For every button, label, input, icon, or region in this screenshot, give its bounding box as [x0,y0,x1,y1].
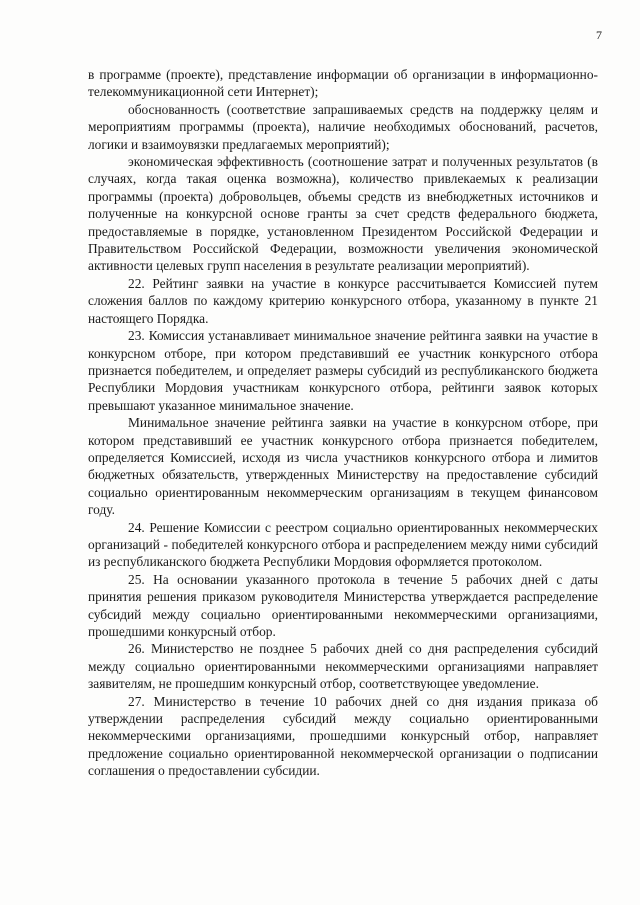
paragraph-minimum-rating: Минимальное значение рейтинга заявки на участие в конкурсном отборе, при котором представивший ее участник конкурсного отбора признается победителем, определяется Комиссией, исходя из числа участников конкурсного отбора и лимитов бюджетных обязательств, утвержденных Министерству на предоставление субсидий социально ориентированным некоммерческим организациям в текущем финансовом году. [88,415,598,518]
paragraph-economic-efficiency: экономическая эффективность (соотношение затрат и полученных результатов (в случаях, когда такая оценка возможна), количество привлекаемых к реализации программы (проекта) добровольцев, объемы средств из внебюджетных источников и полученные на конкурсной основе гранты за счет средств федерального бюджета, предоставляемые в порядке, установленном Президентом Российской Федерации и Правительством Российской Федерации, возможности увеличения экономической активности целевых групп населения в результате реализации мероприятий). [88,154,598,274]
paragraph-justification: обоснованность (соответствие запрашиваемых средств на поддержку целям и мероприятиям программы (проекта), наличие необходимых обоснований, расчетов, логики и взаимоувязки предлагаемых мероприятий); [88,101,598,152]
paragraph-item-25: 25. На основании указанного протокола в течение 5 рабочих дней с даты принятия решения приказом руководителя Министерства утверждается распределение субсидий между социально ориентированными некоммерческими организациями, прошедшими конкурсный отбор. [88,571,598,639]
document-body [88,66,598,780]
paragraph-item-24: 24. Решение Комиссии с реестром социально ориентированных некоммерческих организаций - победителей конкурсного отбора и распределением между ними субсидий из республиканского бюджета Республики Мордовия оформляется протоколом. [88,519,598,570]
paragraph-program-info: в программе (проекте), представление информации об организации в информационно-телекоммуникационной сети Интернет); [88,67,598,100]
page-number: 7 [596,28,602,42]
paragraph-item-26: 26. Министерство не позднее 5 рабочих дней со дня распределения субсидий между социально ориентированными некоммерческими организациями направляет заявителям, не прошедшим конкурсный отбор, соответствующее уведомление. [88,641,598,692]
paragraph-item-22: 22. Рейтинг заявки на участие в конкурсе рассчитывается Комиссией путем сложения баллов по каждому критерию конкурсного отбора, указанному в пункте 21 настоящего Порядка. [88,275,598,326]
paragraph-item-23: 23. Комиссия устанавливает минимальное значение рейтинга заявки на участие в конкурсном отборе, при котором представивший ее участник конкурсного отбора признается победителем, и определяет размеры субсидий из республиканского бюджета Республики Мордовия участникам конкурсного отбора, рейтинги заявок которых превышают указанное минимальное значение. [88,328,598,413]
paragraph-item-27: 27. Министерство в течение 10 рабочих дней со дня издания приказа об утверждении распределения субсидий между социально ориентированными некоммерческими организациями, прошедшими конкурсный отбор, направляет предложение социально ориентированной некоммерческой организации о подписании соглашения о предоставлении субсидии. [88,693,598,779]
